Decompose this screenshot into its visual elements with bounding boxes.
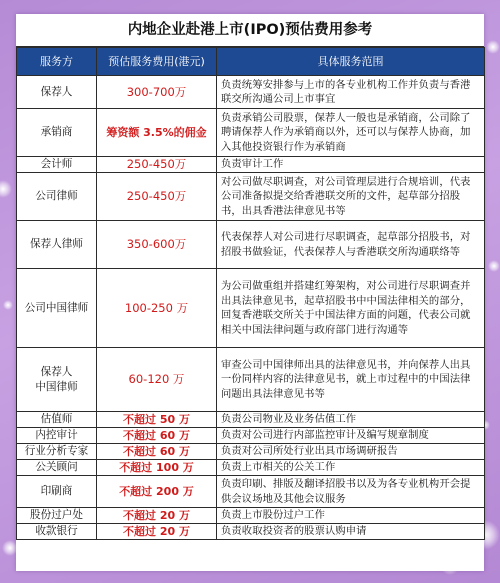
estimated-fee-cell: 筹资额 3.5%的佣金 [97, 109, 217, 157]
table-row [17, 157, 485, 173]
table-row [17, 444, 485, 460]
table-row [17, 476, 485, 508]
table-row [17, 428, 485, 444]
estimated-fee-cell: 250-450万 [97, 157, 217, 173]
service-provider-cell: 保荐人 [17, 76, 97, 109]
service-scope-cell: 负责上市相关的公关工作 [217, 460, 485, 476]
service-provider-cell: 行业分析专家 [17, 444, 97, 460]
service-provider-cell: 公关顾问 [17, 460, 97, 476]
service-scope-cell: 负责印刷、排版及翻译招股书以及为各专业机构开会提供会议场地及其他会议服务 [217, 476, 485, 508]
table-header-row [17, 48, 485, 76]
header-service-provider: 服务方 [17, 48, 97, 76]
service-provider-cell: 内控审计 [17, 428, 97, 444]
table-row [17, 221, 485, 269]
table-row [17, 524, 485, 540]
service-provider-cell: 公司中国律师 [17, 269, 97, 348]
service-provider-cell: 会计师 [17, 157, 97, 173]
estimated-fee-cell: 不超过 60 万 [97, 428, 217, 444]
service-scope-cell: 负责对公司所处行业出具市场调研报告 [217, 444, 485, 460]
service-scope-cell: 负责审计工作 [217, 157, 485, 173]
page-title: 内地企业赴港上市(IPO)预估费用参考 [16, 14, 484, 47]
estimated-fee-cell: 350-600万 [97, 221, 217, 269]
fee-table-sheet [16, 14, 484, 571]
service-scope-cell: 负责上市股份过户工作 [217, 508, 485, 524]
service-scope-cell: 负责收取投资者的股票认购申请 [217, 524, 485, 540]
service-scope-cell: 代表保荐人对公司进行尽职调查，起草部分招股书，对招股书做验证，代表保荐人与香港联交所沟通联络等 [217, 221, 485, 269]
service-provider-cell: 公司律师 [17, 173, 97, 221]
table-row [17, 269, 485, 348]
table-row [17, 348, 485, 412]
table-row [17, 460, 485, 476]
estimated-fee-cell: 不超过 50 万 [97, 412, 217, 428]
service-scope-cell: 为公司做重组并搭建红筹架构，对公司进行尽职调查并出具法律意见书，起草招股书中中国法律相关的部分，回复香港联交所关于中国法律方面的问题，代表公司就相关中国法律问题与政府部门进行沟通等 [217, 269, 485, 348]
estimated-fee-cell: 不超过 20 万 [97, 524, 217, 540]
service-provider-cell: 保荐人 中国律师 [17, 348, 97, 412]
estimated-fee-cell: 100-250 万 [97, 269, 217, 348]
service-provider-cell: 收款银行 [17, 524, 97, 540]
service-scope-cell: 负责对公司进行内部监控审计及编写规章制度 [217, 428, 485, 444]
service-scope-cell: 对公司做尽职调查，对公司管理层进行合规培训，代表公司准备拟提交给香港联交所的文件，起草部分招股书，出具香港法律意见书等 [217, 173, 485, 221]
service-scope-cell: 负责承销公司股票，保荐人一般也是承销商，公司除了聘请保荐人作为承销商以外，还可以与保荐人协商，加入其他投资银行作为承销商 [217, 109, 485, 157]
service-provider-cell: 印刷商 [17, 476, 97, 508]
table-row [17, 173, 485, 221]
estimated-fee-cell: 不超过 20 万 [97, 508, 217, 524]
header-estimated-fee: 预估服务费用(港元) [97, 48, 217, 76]
table-row [17, 412, 485, 428]
estimated-fee-cell: 不超过 60 万 [97, 444, 217, 460]
fee-table [16, 47, 485, 540]
service-provider-cell: 保荐人律师 [17, 221, 97, 269]
estimated-fee-cell: 不超过 200 万 [97, 476, 217, 508]
estimated-fee-cell: 不超过 100 万 [97, 460, 217, 476]
table-row [17, 508, 485, 524]
service-provider-cell: 承销商 [17, 109, 97, 157]
table-row [17, 109, 485, 157]
estimated-fee-cell: 60-120 万 [97, 348, 217, 412]
service-scope-cell: 负责公司物业及业务估值工作 [217, 412, 485, 428]
service-scope-cell: 审查公司中国律师出具的法律意见书，并向保荐人出具一份同样内容的法律意见书，就上市过程中的中国法律问题出具法律意见书等 [217, 348, 485, 412]
service-provider-cell: 估值师 [17, 412, 97, 428]
estimated-fee-cell: 300-700万 [97, 76, 217, 109]
table-row [17, 76, 485, 109]
service-provider-cell: 股份过户处 [17, 508, 97, 524]
estimated-fee-cell: 250-450万 [97, 173, 217, 221]
service-scope-cell: 负责统筹安排参与上市的各专业机构工作并负责与香港联交所沟通公司上市事宜 [217, 76, 485, 109]
header-service-scope: 具体服务范围 [217, 48, 485, 76]
